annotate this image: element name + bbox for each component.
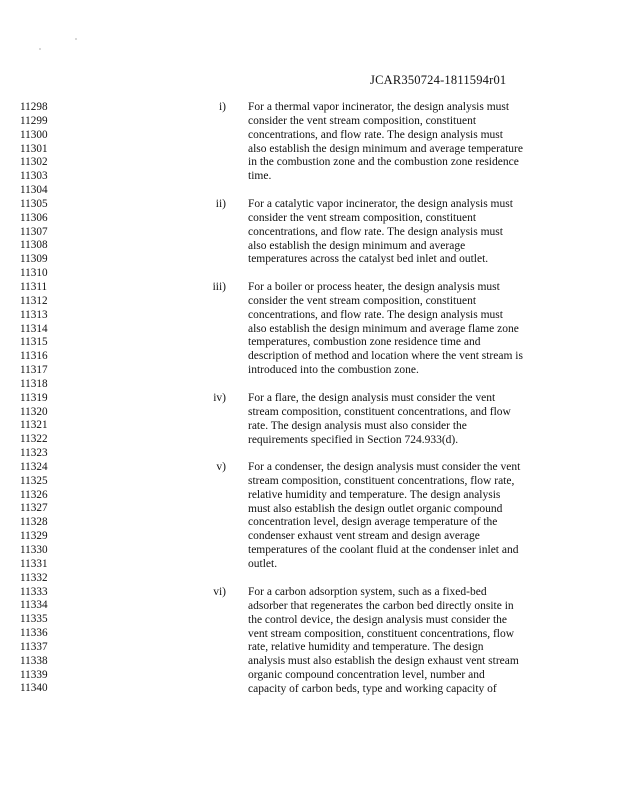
line-number: 11330 xyxy=(20,544,48,556)
line-number: 11335 xyxy=(20,613,48,626)
line-number: 11319 xyxy=(20,391,48,404)
text-line: requirements specified in Section 724.933(d). xyxy=(248,433,459,446)
text-line: organic compound concentration level, number and xyxy=(248,669,485,682)
line-number: 11313 xyxy=(20,308,48,321)
line-number: 11309 xyxy=(20,253,48,266)
item-label: v) xyxy=(216,461,226,473)
line-number: 11320 xyxy=(20,405,48,418)
line-number: 11340 xyxy=(20,682,48,695)
text-line: adsorber that regenerates the carbon bed directly onsite in xyxy=(248,599,514,612)
line-number: 11311 xyxy=(20,280,48,293)
text-line: also establish the design minimum and average flame zone xyxy=(248,322,519,335)
text-line: condenser exhaust vent stream and design average xyxy=(248,530,480,543)
document-id: JCAR350724-1811594r01 xyxy=(370,73,507,87)
line-number: 11337 xyxy=(20,640,48,653)
line-number: 11316 xyxy=(20,350,48,363)
item-label: iii) xyxy=(212,281,226,293)
text-line: vent stream composition, constituent concentrations, flow xyxy=(248,627,515,640)
text-line: stream composition, constituent concentrations, flow rate, xyxy=(248,474,515,487)
item-text xyxy=(248,586,548,697)
line-number: 11322 xyxy=(20,433,48,446)
line-number: 11298 xyxy=(20,101,48,113)
text-line: concentrations, and flow rate. The design analysis must xyxy=(248,128,503,141)
text-line: outlet. xyxy=(248,557,278,570)
text-line: For a condenser, the design analysis must consider the vent xyxy=(248,461,521,473)
line-number: 11299 xyxy=(20,114,48,127)
item-text xyxy=(248,281,548,378)
text-line: must also establish the design outlet organic compound xyxy=(248,502,503,515)
text-line: also establish the design minimum and average xyxy=(248,239,466,252)
text-line: temperatures, combustion zone residence time and xyxy=(248,336,481,349)
item-label: vi) xyxy=(213,586,226,598)
text-line: temperatures across the catalyst bed inlet and outlet. xyxy=(248,253,489,266)
item-text xyxy=(248,101,548,184)
text-line: rate. The design analysis must also consider the xyxy=(248,419,467,432)
line-number: 11312 xyxy=(20,294,48,307)
line-number: 11301 xyxy=(20,142,48,155)
text-line: temperatures of the coolant fluid at the condenser inlet and xyxy=(248,544,519,557)
line-number: 11321 xyxy=(20,419,48,432)
text-line: in the combustion zone and the combustion zone residence xyxy=(248,156,519,169)
line-number: 11310 xyxy=(20,267,48,280)
line-number: 11332 xyxy=(20,571,48,584)
line-number: 11305 xyxy=(20,197,48,210)
text-line: consider the vent stream composition, constituent xyxy=(248,294,477,307)
text-line: the control device, the design analysis must consider the xyxy=(248,613,508,626)
line-number: 11326 xyxy=(20,488,48,501)
line-number: 11314 xyxy=(20,322,48,335)
text-line: consider the vent stream composition, constituent xyxy=(248,114,477,127)
line-number: 11302 xyxy=(20,156,48,169)
text-line: consider the vent stream composition, constituent xyxy=(248,211,477,224)
scan-specks xyxy=(36,34,86,54)
text-line: For a flare, the design analysis must consider the vent xyxy=(248,392,496,404)
line-number: 11331 xyxy=(20,557,48,570)
line-number: 11333 xyxy=(20,585,48,598)
line-number: 11304 xyxy=(20,184,48,197)
text-line: time. xyxy=(248,170,272,183)
line-number: 11308 xyxy=(20,239,48,252)
line-number: 11325 xyxy=(20,474,48,487)
line-number: 11303 xyxy=(20,170,48,183)
line-number: 11327 xyxy=(20,502,48,515)
line-number: 11307 xyxy=(20,225,48,238)
text-line: relative humidity and temperature. The design analysis xyxy=(248,488,501,501)
line-number: 11329 xyxy=(20,530,48,543)
text-line: concentration level, design average temperature of the xyxy=(248,516,498,529)
text-line: capacity of carbon beds, type and working capacity of xyxy=(248,682,497,695)
item-label: iv) xyxy=(213,392,226,404)
text-line: concentrations, and flow rate. The design analysis must xyxy=(248,308,503,321)
line-number: 11328 xyxy=(20,516,48,529)
text-line: For a boiler or process heater, the design analysis must xyxy=(248,281,500,293)
text-line: analysis must also establish the design exhaust vent stream xyxy=(248,655,519,668)
text-line: stream composition, constituent concentrations, and flow xyxy=(248,405,511,418)
item-text xyxy=(248,198,548,267)
line-number-column xyxy=(20,101,48,696)
line-number: 11338 xyxy=(20,654,48,667)
line-number: 11300 xyxy=(20,128,48,141)
line-number: 11306 xyxy=(20,211,48,224)
line-number: 11324 xyxy=(20,460,48,473)
text-line: For a catalytic vapor incinerator, the design analysis must xyxy=(248,198,513,210)
text-line: introduced into the combustion zone. xyxy=(248,364,419,377)
text-line: For a thermal vapor incinerator, the design analysis must xyxy=(248,101,510,113)
text-line: concentrations, and flow rate. The design analysis must xyxy=(248,225,503,238)
line-number: 11315 xyxy=(20,336,48,349)
item-text xyxy=(248,461,548,572)
item-label: i) xyxy=(218,101,226,113)
line-number: 11336 xyxy=(20,627,48,640)
item-label: ii) xyxy=(215,198,226,210)
text-line: For a carbon adsorption system, such as a fixed-bed xyxy=(248,586,487,598)
text-line: rate, relative humidity and temperature. The design xyxy=(248,641,484,654)
text-line: description of method and location where the vent stream is xyxy=(248,350,523,363)
text-line: also establish the design minimum and average temperature xyxy=(248,142,523,155)
item-text xyxy=(248,392,548,447)
line-number: 11323 xyxy=(20,447,48,460)
line-number: 11334 xyxy=(20,599,48,612)
line-number: 11339 xyxy=(20,668,48,681)
line-number: 11317 xyxy=(20,364,48,377)
line-number: 11318 xyxy=(20,377,48,390)
